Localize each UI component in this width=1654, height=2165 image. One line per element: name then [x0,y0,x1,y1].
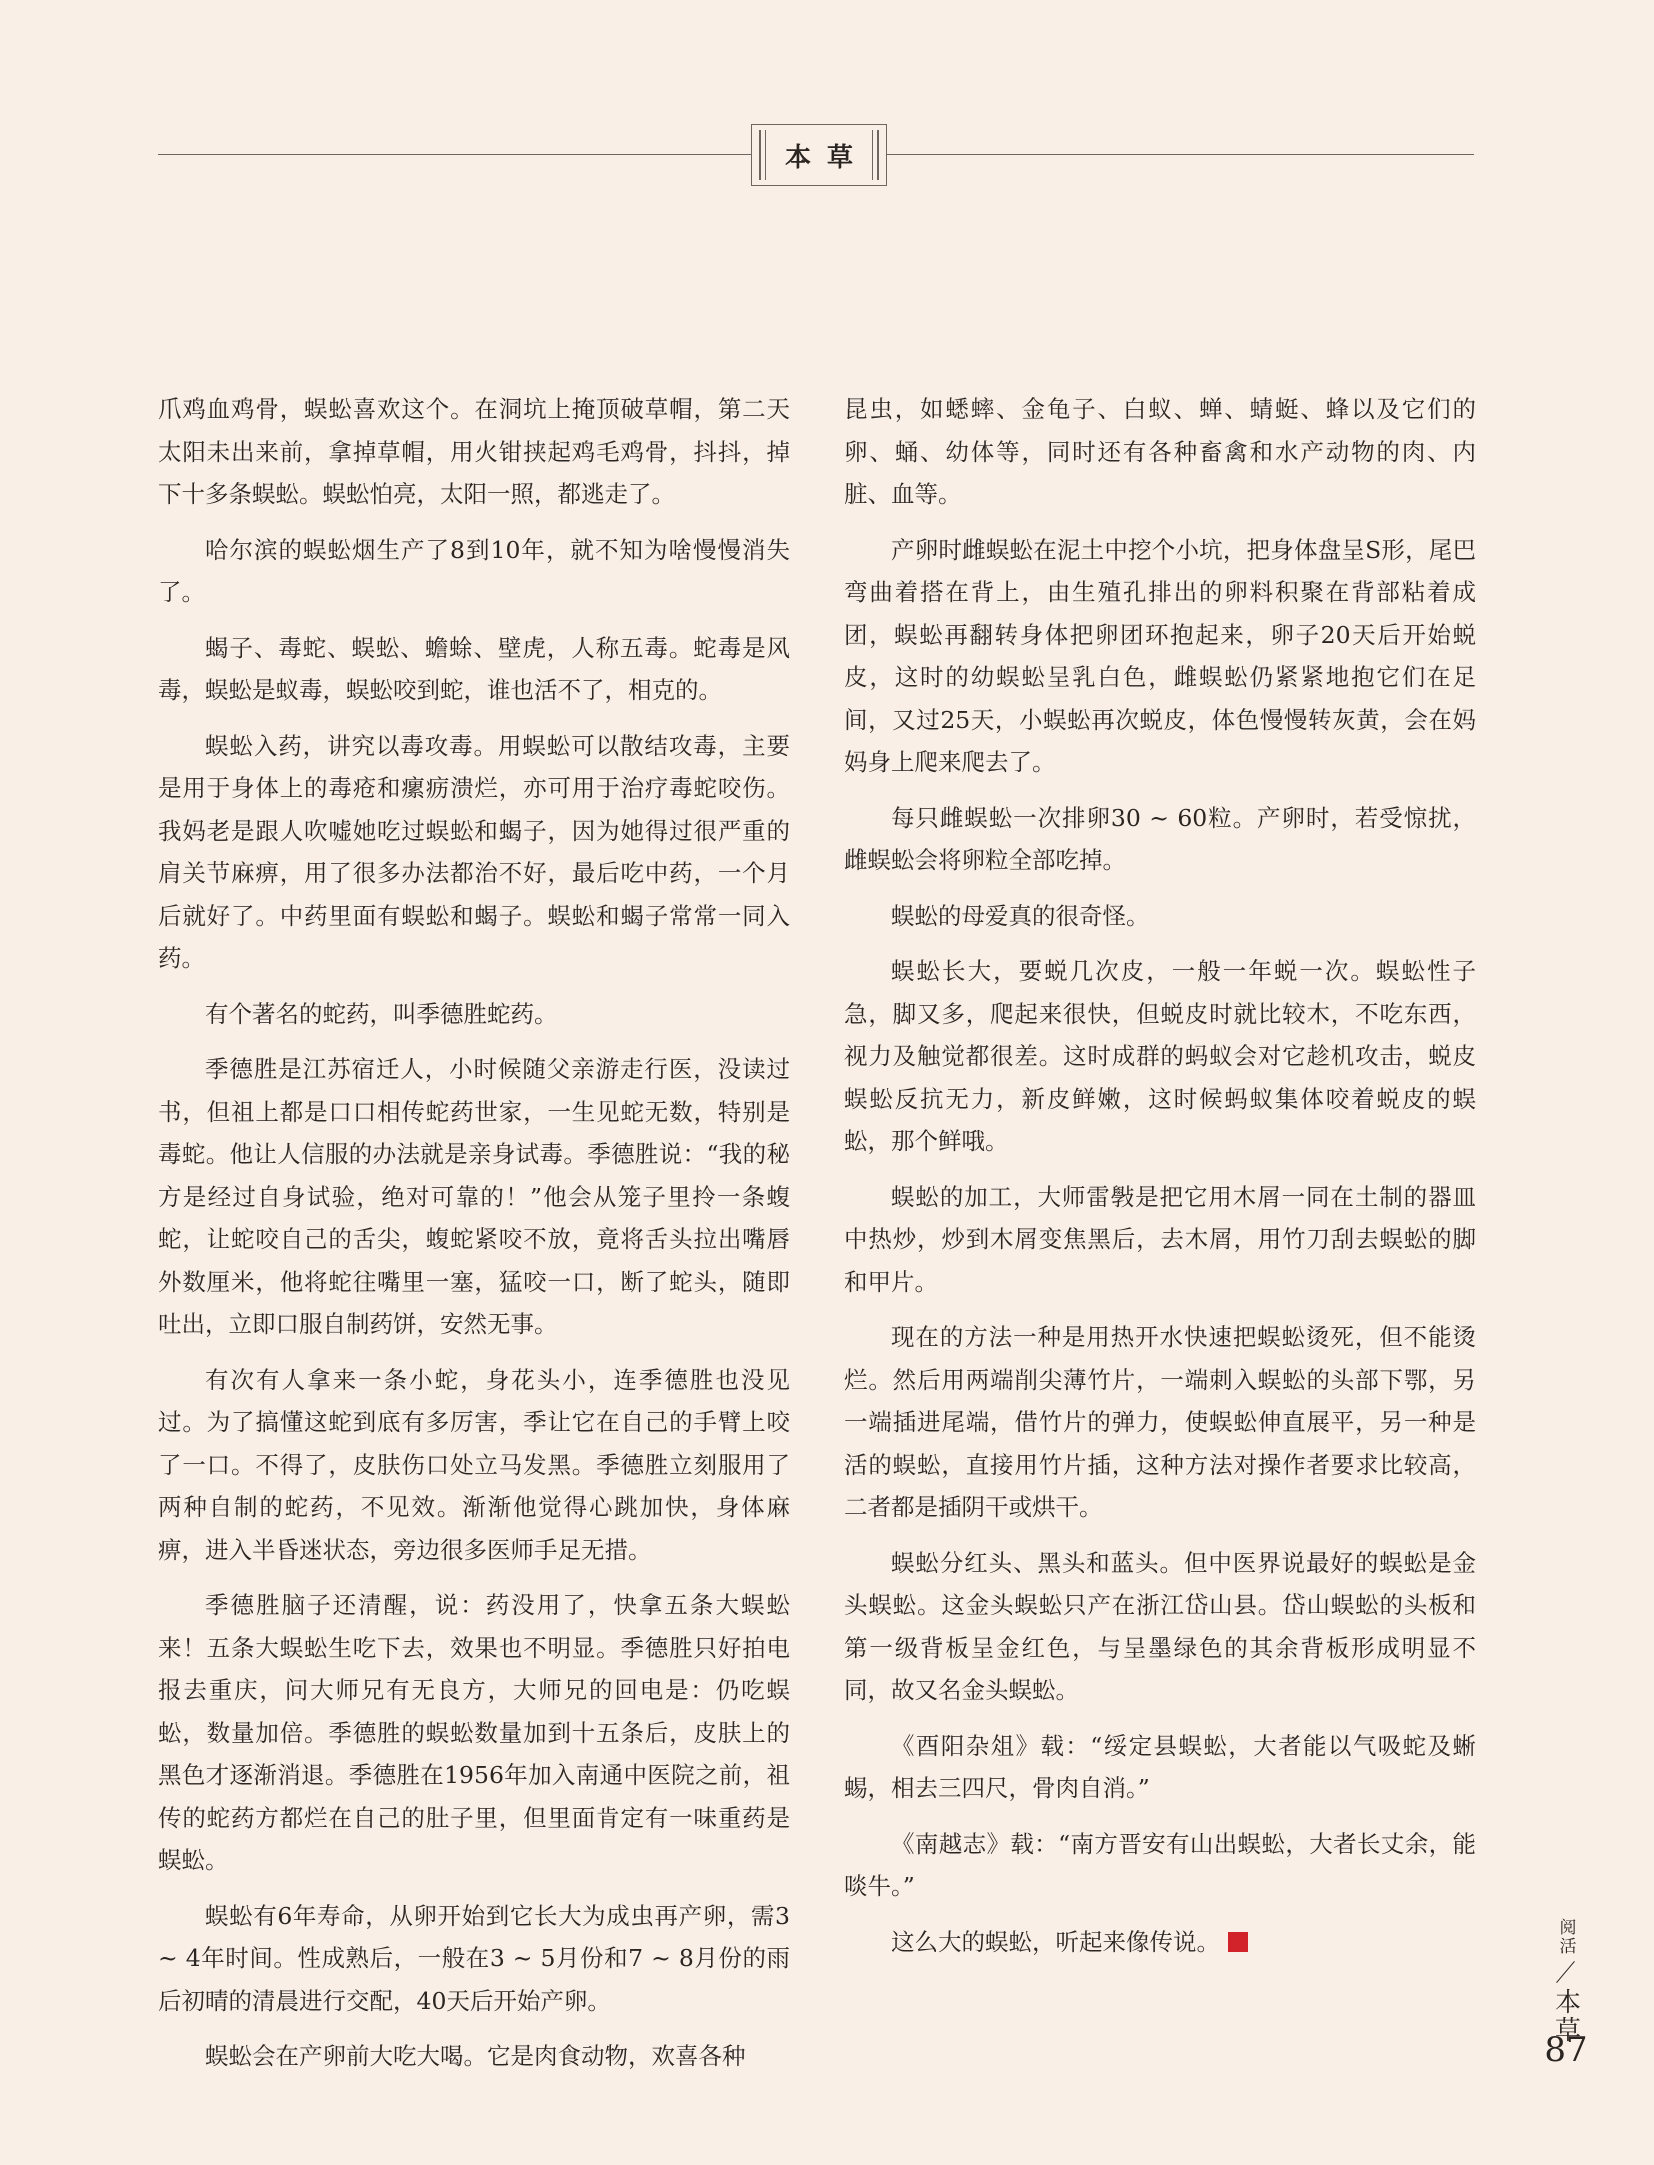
paragraph: 有次有人拿来一条小蛇，身花头小，连季德胜也没见过。为了搞懂这蛇到底有多厉害，季让它在自己的手臂上咬了一口。不得了，皮肤伤口处立马发黑。季德胜立刻服用了两种自制的蛇药，不见效。渐渐他觉得心跳加快，身体麻痹，进入半昏迷状态，旁边很多医师手足无措。 [158,1365,790,1564]
side-label [1548,1918,1584,2044]
paragraph: 昆虫，如蟋蟀、金龟子、白蚁、蝉、蜻蜓、蜂以及它们的卵、蛹、幼体等，同时还有各种畜禽和水产动物的肉、内脏、血等。 [844,395,1476,508]
right-column [844,388,1476,1976]
paragraph: 爪鸡血鸡骨，蜈蚣喜欢这个。在洞坑上掩顶破草帽，第二天太阳未出来前，拿掉草帽，用火钳挟起鸡毛鸡骨，抖抖，掉下十多条蜈蚣。蜈蚣怕亮，太阳一照，都逃走了。 [158,395,790,508]
closing-text: 这么大的蜈蚣，听起来像传说。 [891,1927,1220,1956]
paragraph: 哈尔滨的蜈蚣烟生产了8到10年，就不知为啥慢慢消失了。 [158,535,790,606]
paragraph: 蜈蚣入药，讲究以毒攻毒。用蜈蚣可以散结攻毒，主要是用于身体上的毒疮和瘰疬溃烂，亦可用于治疗毒蛇咬伤。我妈老是跟人吹嘘她吃过蜈蚣和蝎子，因为她得过很严重的肩关节麻痹，用了很多办法都治不好，最后吃中药，一个月后就好了。中药里面有蜈蚣和蝎子。蜈蚣和蝎子常常一同入药。 [158,731,790,972]
left-column [158,388,790,2091]
paragraph: 蜈蚣分红头、黑头和蓝头。但中医界说最好的蜈蚣是金头蜈蚣。这金头蜈蚣只产在浙江岱山县。岱山蜈蚣的头板和第一级背板呈金红色，与呈墨绿色的其余背板形成明显不同，故又名金头蜈蚣。 [844,1548,1476,1704]
closing-paragraph [844,1921,1476,1964]
paragraph: 季德胜是江苏宿迁人，小时候随父亲游走行医，没读过书，但祖上都是口口相传蛇药世家，一生见蛇无数，特别是毒蛇。他让人信服的办法就是亲身试毒。季德胜说：“我的秘方是经过自身试验，绝对可靠的！”他会从笼子里拎一条蝮蛇，让蛇咬自己的舌尖，蝮蛇紧咬不放，竟将舌头拉出嘴唇外数厘米，他将蛇往嘴里一塞，猛咬一口，断了蛇头，随即吐出，立即口服自制药饼，安然无事。 [158,1055,790,1338]
page-number: 87 [1544,2030,1588,2070]
paragraph: 每只雌蜈蚣一次排卵30 ~ 60粒。产卵时，若受惊扰，雌蜈蚣会将卵粒全部吃掉。 [844,803,1476,874]
paragraph: 现在的方法一种是用热开水快速把蜈蚣烫死，但不能烫烂。然后用两端削尖薄竹片，一端刺入蜈蚣的头部下鄂，另一端插进尾端，借竹片的弹力，使蜈蚣伸直展平，另一种是活的蜈蚣，直接用竹片插，这种方法对操作者要求比较高，二者都是插阴干或烘干。 [844,1323,1476,1521]
side-section-name: 本草 [1550,1988,1581,2044]
section-tag-label: 本草 [784,142,869,173]
paragraph: 蜈蚣的母爱真的很奇怪。 [891,901,1150,930]
paragraph: 产卵时雌蜈蚣在泥土中挖个小坑，把身体盘呈S形，尾巴弯曲着搭在背上，由生殖孔排出的卵料积聚在背部粘着成团，蜈蚣再翻转身体把卵团环抱起来，卵子20天后开始蜕皮，这时的幼蜈蚣呈乳白色，雌蜈蚣仍紧紧地抱它们在足间，又过25天，小蜈蚣再次蜕皮，体色慢慢转灰黄，会在妈妈身上爬来爬去了。 [844,535,1476,776]
slash-divider-icon [1553,1960,1579,1984]
end-mark-icon [1228,1932,1248,1952]
paragraph: 蝎子、毒蛇、蜈蚣、蟾蜍、壁虎，人称五毒。蛇毒是风毒，蜈蚣是蚁毒，蜈蚣咬到蛇，谁也活不了，相克的。 [158,633,790,704]
paragraph: 蜈蚣有6年寿命，从卵开始到它长大为成虫再产卵，需3 ~ 4年时间。性成熟后，一般在3 ~ 5月份和7 ~ 8月份的雨后初晴的清晨进行交配，40天后开始产卵。 [158,1901,790,2015]
paragraph: 蜈蚣长大，要蜕几次皮，一般一年蜕一次。蜈蚣性子急，脚又多，爬起来很快，但蜕皮时就比较木，不吃东西，视力及触觉都很差。这时成群的蚂蚁会对它趁机攻击，蜕皮蜈蚣反抗无力，新皮鲜嫩，这时候蚂蚁集体咬着蜕皮的蜈蚣，那个鲜哦。 [844,957,1476,1155]
section-tag [751,124,887,186]
paragraph: 《南越志》载：“南方晋安有山出蜈蚣，大者长丈余，能啖牛。” [844,1829,1476,1900]
paragraph: 有个著名的蛇药，叫季德胜蛇药。 [205,999,558,1028]
magazine-name: 阅活 [1555,1918,1576,1956]
paragraph: 《酉阳杂俎》载：“绥定县蜈蚣，大者能以气吸蛇及蜥蜴，相去三四尺，骨肉自消。” [844,1731,1476,1802]
paragraph: 季德胜脑子还清醒，说：药没用了，快拿五条大蜈蚣来！五条大蜈蚣生吃下去，效果也不明显。季德胜只好拍电报去重庆，问大师兄有无良方，大师兄的回电是：仍吃蜈蚣，数量加倍。季德胜的蜈蚣数量加到十五条后，皮肤上的黑色才逐渐消退。季德胜在1956年加入南通中医院之前，祖传的蛇药方都烂在自己的肚子里，但里面肯定有一味重药是蜈蚣。 [158,1591,790,1874]
paragraph: 蜈蚣会在产卵前大吃大喝。它是肉食动物，欢喜各种 [205,2042,746,2070]
paragraph: 蜈蚣的加工，大师雷斅是把它用木屑一同在土制的器皿中热炒，炒到木屑变焦黑后，去木屑，用竹刀刮去蜈蚣的脚和甲片。 [844,1182,1476,1296]
